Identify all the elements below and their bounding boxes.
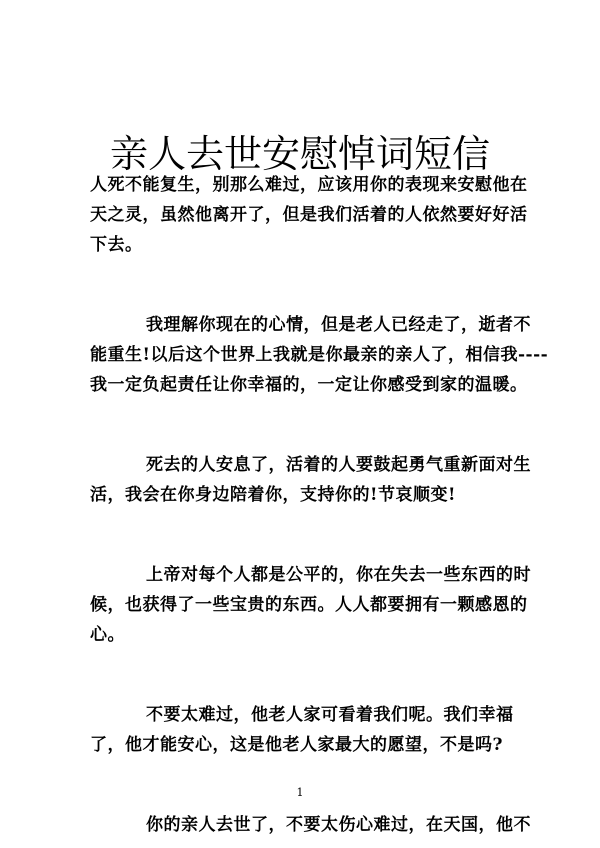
text-line: 你的亲人去世了，不要太伤心难过，在天国，他不 <box>146 815 531 835</box>
paragraph-6 <box>90 810 531 840</box>
page-number: 1 <box>296 786 304 799</box>
document-body <box>90 170 549 840</box>
page-title: 亲人去世安慰悼词短信 <box>109 132 490 177</box>
paragraph-1 <box>90 170 528 260</box>
text-line: 死去的人安息了，活着的人要鼓起勇气重新面对生 <box>146 455 531 475</box>
text-line: 下去。 <box>90 235 143 255</box>
text-line: 天之灵，虽然他离开了，但是我们活着的人依然要好好活 <box>90 205 528 225</box>
text-line: 了，他才能安心，这是他老人家最大的愿望，不是吗? <box>90 735 503 755</box>
text-line: 我理解你现在的心情，但是老人已经走了，逝者不 <box>146 315 531 335</box>
text-line: 能重生!以后这个世界上我就是你最亲的亲人了，相信我---- <box>90 345 549 365</box>
text-line: 活，我会在你身边陪着你，支持你的!节哀顺变! <box>90 485 456 505</box>
paragraph-5 <box>90 700 514 760</box>
paragraph-2 <box>90 310 549 400</box>
paragraph-3 <box>90 450 531 510</box>
text-line: 心。 <box>90 625 125 645</box>
text-line: 候，也获得了一些宝贵的东西。人人都要拥有一颗感恩的 <box>90 595 528 615</box>
paragraph-4 <box>90 560 531 650</box>
text-line: 人死不能复生，别那么难过，应该用你的表现来安慰他在 <box>90 175 528 195</box>
text-line: 上帝对每个人都是公平的，你在失去一些东西的时 <box>146 565 531 585</box>
text-line: 不要太难过，他老人家可看着我们呢。我们幸福 <box>146 705 514 725</box>
text-line: 我一定负起责任让你幸福的，一定让你感受到家的温暖。 <box>90 375 528 395</box>
